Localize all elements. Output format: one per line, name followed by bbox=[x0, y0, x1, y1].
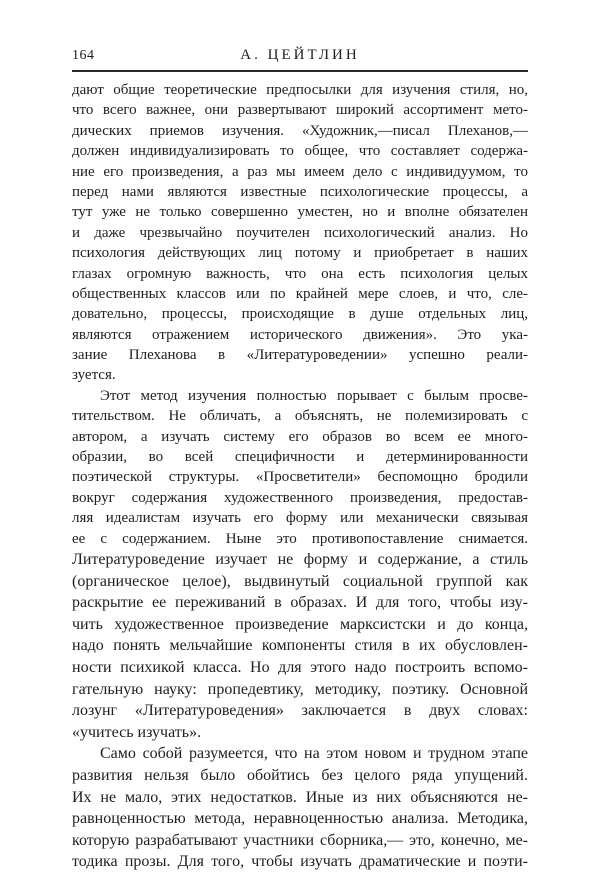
text-line: образии, во всей специфичности и детерминированности bbox=[72, 449, 528, 466]
text-line: которую разрабатывают участники сборника,— это, конечно, ме- bbox=[72, 831, 528, 849]
page-number: 164 bbox=[72, 48, 95, 63]
text-line: тодика прозы. Для того, чтобы изучать драматические и поэти- bbox=[72, 853, 528, 871]
text-line: довательно, процессы, происходящие в душе отдельных лиц, bbox=[72, 306, 528, 323]
text-line: автором, а изучать систему его образов во всем ее много- bbox=[72, 428, 528, 445]
text-line: общественных классов или по крайней мере слоев, и что, сле- bbox=[72, 285, 528, 302]
text-line: являются отражением исторического движения». Это ука- bbox=[72, 326, 528, 343]
text-line: вокруг содержания художественного произведения, предостав- bbox=[72, 489, 528, 506]
book-page bbox=[72, 40, 528, 873]
text-line: ности психикой класса. Но для этого надо построить вспомо- bbox=[72, 658, 528, 676]
text-line: что всего важнее, они развертывают широкий ассортимент мето- bbox=[72, 102, 528, 119]
text-line: раскрытие ее переживаний в образах. И для того, чтобы изу- bbox=[72, 594, 528, 612]
text-line: дических приемов изучения. «Художник,—писал Плеханов,— bbox=[72, 122, 528, 139]
text-line: должен индивидуализировать то общее, что составляет содержа- bbox=[72, 143, 528, 160]
text-line: зание Плеханова в «Литературоведении» успешно реали- bbox=[72, 347, 528, 364]
text-line: тительством. Не обличать, а объяснять, не полемизировать с bbox=[72, 408, 528, 425]
text-line: перед нами являются известные психологические процессы, а bbox=[72, 183, 528, 200]
text-line: развития нельзя было обойтись без целого ряда упущений. bbox=[72, 766, 528, 784]
text-line: ляя идеалистам изучать его форму или механически связывая bbox=[72, 510, 528, 527]
text-line: психология действующих лиц потому и приобретает в наших bbox=[72, 245, 528, 262]
text-line: поэтической структуры. «Просветители» беспомощно бродили bbox=[72, 469, 528, 486]
paragraph-3 bbox=[72, 743, 528, 873]
text-line: Само собой разумеется, что на этом новом и трудном этапе bbox=[100, 745, 528, 763]
paragraph-1 bbox=[72, 80, 528, 386]
text-line: равноценностью метода, неравноценностью анализа. Методика, bbox=[72, 810, 528, 828]
text-line: Их не мало, этих недостатков. Иные из них объясняются не- bbox=[72, 788, 528, 806]
text-line: лозунг «Литературоведения» заключается в двух словах: bbox=[72, 702, 528, 720]
text-line: надо понять мельчайшие компоненты стиля в их обусловлен- bbox=[72, 637, 528, 655]
text-line: дают общие теоретические предпосылки для изучения стиля, но, bbox=[72, 82, 528, 98]
running-head: А. ЦЕЙТЛИН bbox=[240, 47, 360, 63]
paragraph-2 bbox=[72, 386, 528, 743]
text-line: тут уже не только совершенно уместен, но и вполне обязателен bbox=[72, 204, 528, 221]
text-line: Литературоведение изучает не форму и содержание, а стиль bbox=[72, 550, 528, 568]
text-line: (органическое целое), выдвинутый социальной группой как bbox=[72, 572, 528, 590]
text-line: гательную науку: пропедевтику, методику, поэтику. Основной bbox=[72, 680, 528, 698]
text-line: «учитесь изучать». bbox=[72, 723, 202, 741]
body-text bbox=[72, 80, 528, 873]
text-line: чить художественное произведение марксистски и до конца, bbox=[72, 615, 528, 633]
text-line: глазах огромную важность, что она есть психология целых bbox=[72, 265, 528, 282]
text-line: ние его произведения, а раз мы имеем дело с индивидуумом, то bbox=[72, 163, 528, 180]
text-line: Этот метод изучения полностью порывает с былым просве- bbox=[100, 387, 528, 404]
text-line: и даже чрезвычайно поучителен психологический анализ. Но bbox=[72, 224, 528, 241]
text-line: зуется. bbox=[72, 367, 116, 384]
page-header bbox=[72, 40, 528, 72]
text-line: ее с содержанием. Ныне это противопоставление снимается. bbox=[72, 530, 528, 547]
